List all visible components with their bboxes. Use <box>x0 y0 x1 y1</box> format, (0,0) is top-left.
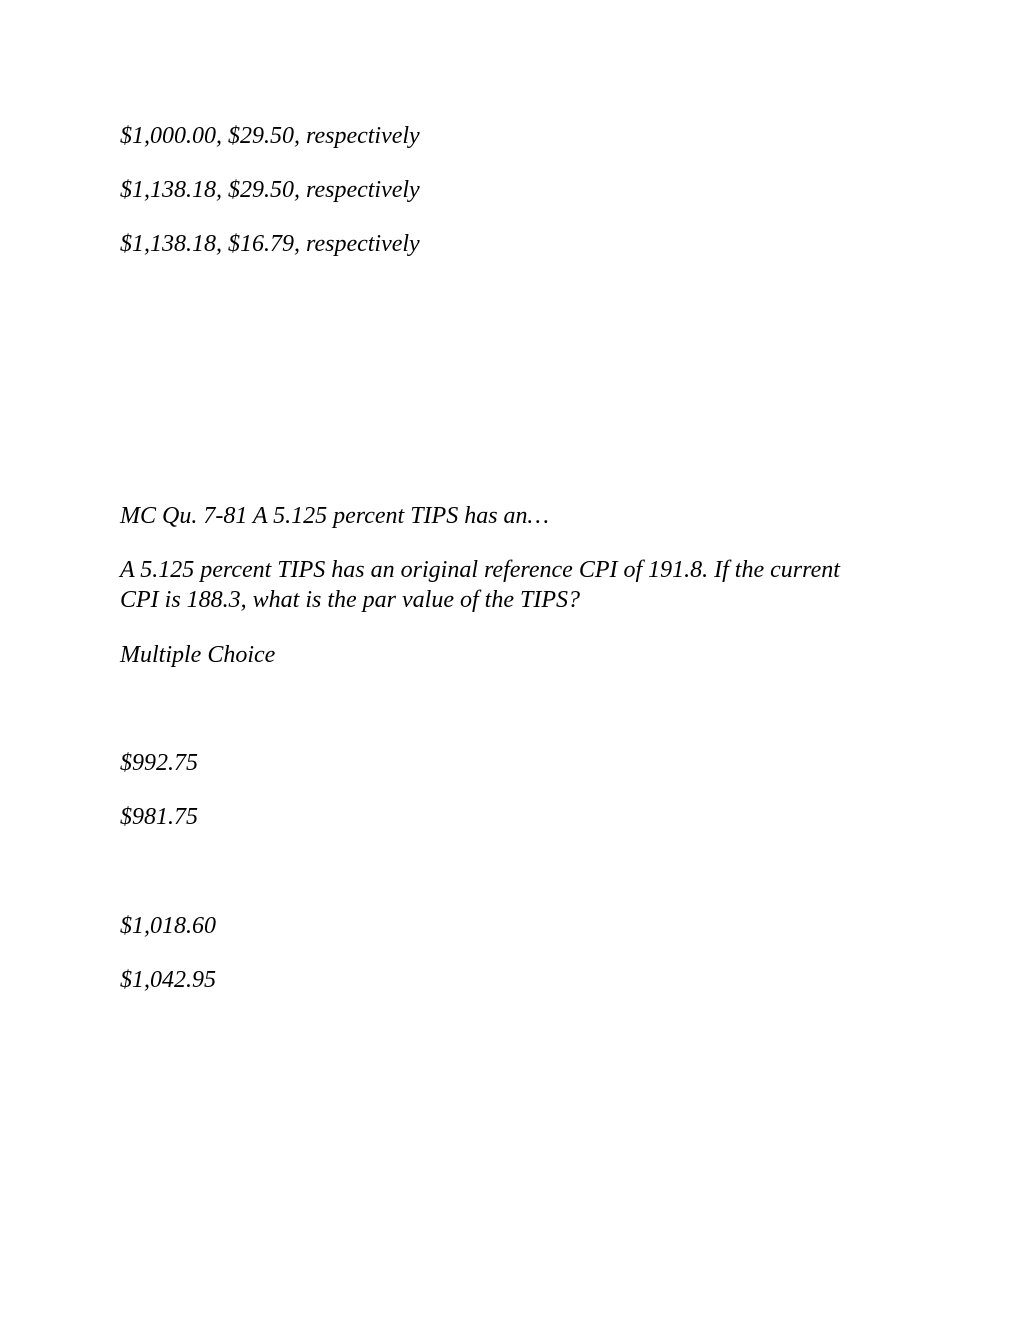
question-type-label: Multiple Choice <box>120 642 276 668</box>
previous-option-3: $1,138.18, $16.79, respectively <box>120 231 420 257</box>
previous-option-2: $1,138.18, $29.50, respectively <box>120 177 420 203</box>
question-text: A 5.125 percent TIPS has an original reference CPI of 191.8. If the current CPI is 188.3, what is the par value of the TIPS? <box>120 557 840 613</box>
answer-option-3: $1,018.60 <box>120 913 216 939</box>
answer-option-1: $992.75 <box>120 750 198 776</box>
answer-option-4: $1,042.95 <box>120 967 216 993</box>
question-title: MC Qu. 7-81 A 5.125 percent TIPS has an… <box>120 503 549 529</box>
previous-option-1: $1,000.00, $29.50, respectively <box>120 123 420 149</box>
answer-option-2: $981.75 <box>120 804 198 830</box>
